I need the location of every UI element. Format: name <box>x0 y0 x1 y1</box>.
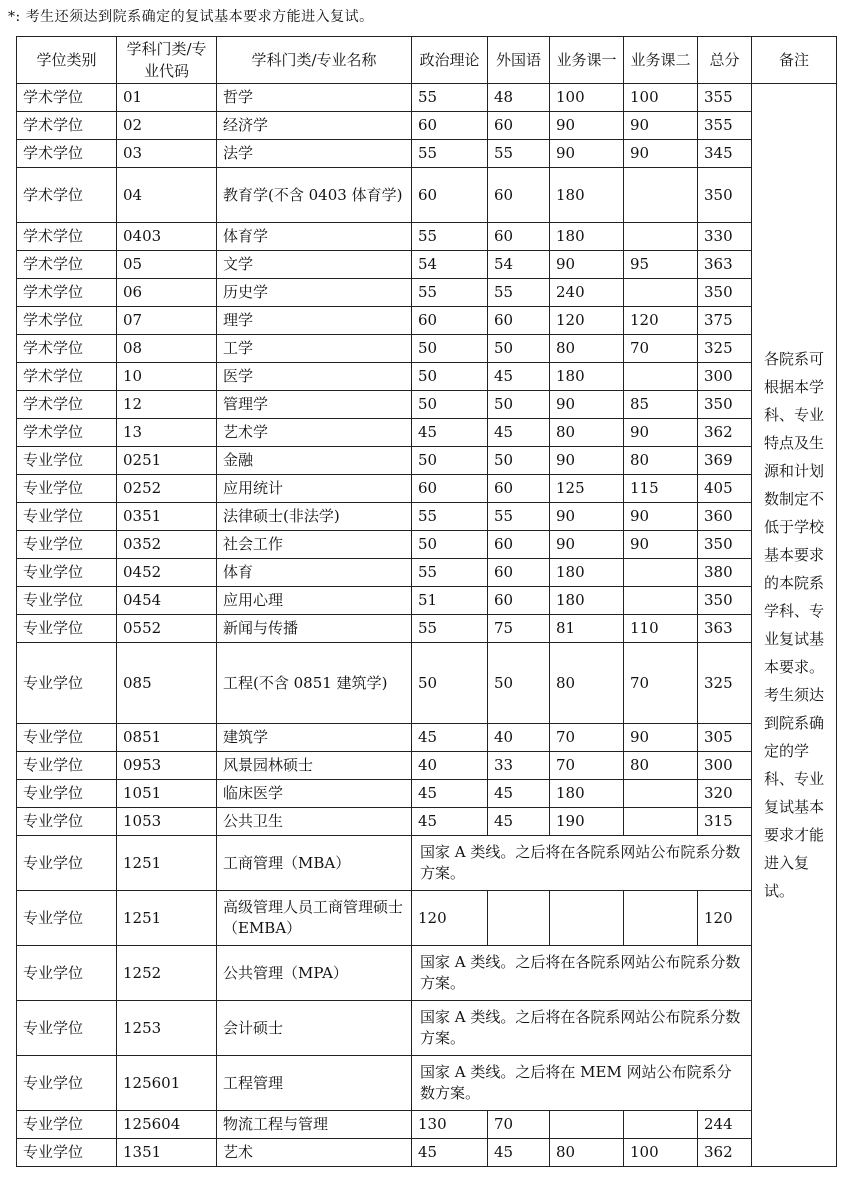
cell-code: 05 <box>117 251 217 279</box>
cell-course2: 70 <box>624 335 698 363</box>
cell-politics: 40 <box>412 752 488 780</box>
header-total: 总分 <box>698 37 752 84</box>
cell-name: 经济学 <box>217 112 412 140</box>
cell-merged-note: 国家 A 类线。之后将在 MEM 网站公布院系分数方案。 <box>412 1056 752 1111</box>
cell-course2: 85 <box>624 391 698 419</box>
cell-foreign <box>488 891 550 946</box>
cell-type: 专业学位 <box>17 780 117 808</box>
table-row <box>17 335 837 363</box>
cell-code: 02 <box>117 112 217 140</box>
cell-course1: 180 <box>550 559 624 587</box>
cell-merged-note: 国家 A 类线。之后将在各院系网站公布院系分数方案。 <box>412 836 752 891</box>
cell-code: 0351 <box>117 503 217 531</box>
cell-total: 350 <box>698 587 752 615</box>
cell-politics: 50 <box>412 363 488 391</box>
cell-name: 体育学 <box>217 223 412 251</box>
cell-total: 315 <box>698 808 752 836</box>
cell-politics: 55 <box>412 84 488 112</box>
cell-code: 03 <box>117 140 217 168</box>
cell-code: 0452 <box>117 559 217 587</box>
header-type: 学位类别 <box>17 37 117 84</box>
cell-course2: 100 <box>624 1139 698 1167</box>
cell-course1: 180 <box>550 363 624 391</box>
cell-name: 工程管理 <box>217 1056 412 1111</box>
cell-type: 专业学位 <box>17 946 117 1001</box>
cell-total: 305 <box>698 724 752 752</box>
table-row <box>17 475 837 503</box>
cell-type: 学术学位 <box>17 140 117 168</box>
header-code: 学科门类/专业代码 <box>117 37 217 84</box>
remark-text: 各院系可根据本学科、专业特点及生源和计划数制定不低于学校基本要求的本院系学科、专业复试基本要求。考生须达到院系确定的学科、专业复试基本要求才能进入复试。 <box>764 350 825 900</box>
cell-type: 学术学位 <box>17 168 117 223</box>
cell-course2: 80 <box>624 447 698 475</box>
cell-type: 专业学位 <box>17 1111 117 1139</box>
cell-name: 物流工程与管理 <box>217 1111 412 1139</box>
cell-foreign: 60 <box>488 531 550 559</box>
cell-course2 <box>624 559 698 587</box>
cell-total: 360 <box>698 503 752 531</box>
cell-type: 专业学位 <box>17 447 117 475</box>
table-row <box>17 587 837 615</box>
cell-course1: 180 <box>550 223 624 251</box>
cell-foreign: 75 <box>488 615 550 643</box>
cell-politics: 54 <box>412 251 488 279</box>
cell-name: 金融 <box>217 447 412 475</box>
cell-name: 艺术 <box>217 1139 412 1167</box>
cell-total: 300 <box>698 752 752 780</box>
cell-total: 320 <box>698 780 752 808</box>
cell-code: 04 <box>117 168 217 223</box>
table-row <box>17 891 837 946</box>
cell-course1: 240 <box>550 279 624 307</box>
cell-politics: 45 <box>412 724 488 752</box>
cell-type: 专业学位 <box>17 643 117 724</box>
cell-course1: 180 <box>550 780 624 808</box>
cell-foreign: 60 <box>488 475 550 503</box>
cell-name: 文学 <box>217 251 412 279</box>
cell-total: 362 <box>698 1139 752 1167</box>
cell-name: 法学 <box>217 140 412 168</box>
table-row <box>17 279 837 307</box>
cell-code: 1253 <box>117 1001 217 1056</box>
cell-type: 专业学位 <box>17 752 117 780</box>
cell-code: 0252 <box>117 475 217 503</box>
cell-code: 1051 <box>117 780 217 808</box>
cell-foreign: 45 <box>488 1139 550 1167</box>
cell-type: 学术学位 <box>17 307 117 335</box>
cell-course1: 70 <box>550 752 624 780</box>
cell-name: 建筑学 <box>217 724 412 752</box>
cell-code: 1251 <box>117 836 217 891</box>
table-row <box>17 140 837 168</box>
cell-course1: 180 <box>550 587 624 615</box>
cell-code: 0352 <box>117 531 217 559</box>
cell-course1: 120 <box>550 307 624 335</box>
table-row <box>17 168 837 223</box>
cell-type: 学术学位 <box>17 223 117 251</box>
cell-foreign: 54 <box>488 251 550 279</box>
cell-code: 0454 <box>117 587 217 615</box>
cell-course1: 81 <box>550 615 624 643</box>
cell-name: 工程(不含 0851 建筑学) <box>217 643 412 724</box>
cell-type: 学术学位 <box>17 251 117 279</box>
cell-foreign: 60 <box>488 223 550 251</box>
cell-merged-note: 国家 A 类线。之后将在各院系网站公布院系分数方案。 <box>412 1001 752 1056</box>
cell-type: 专业学位 <box>17 531 117 559</box>
cell-politics: 60 <box>412 112 488 140</box>
cell-foreign: 45 <box>488 808 550 836</box>
cell-code: 10 <box>117 363 217 391</box>
table-row <box>17 503 837 531</box>
table-row <box>17 447 837 475</box>
cell-foreign: 33 <box>488 752 550 780</box>
cell-code: 01 <box>117 84 217 112</box>
cell-name: 法律硕士(非法学) <box>217 503 412 531</box>
cell-foreign: 45 <box>488 419 550 447</box>
cell-total: 355 <box>698 84 752 112</box>
cell-foreign: 50 <box>488 447 550 475</box>
cell-type: 专业学位 <box>17 1056 117 1111</box>
table-row <box>17 1056 837 1111</box>
cell-course1: 80 <box>550 419 624 447</box>
cell-name: 高级管理人员工商管理硕士（EMBA） <box>217 891 412 946</box>
cell-politics: 45 <box>412 808 488 836</box>
cell-course2 <box>624 363 698 391</box>
cell-code: 1252 <box>117 946 217 1001</box>
cell-course2: 90 <box>624 531 698 559</box>
cell-name: 社会工作 <box>217 531 412 559</box>
cell-foreign: 60 <box>488 168 550 223</box>
table-row <box>17 251 837 279</box>
cell-total: 325 <box>698 335 752 363</box>
table-row <box>17 112 837 140</box>
header-row <box>17 37 837 84</box>
cell-type: 专业学位 <box>17 559 117 587</box>
cell-name: 历史学 <box>217 279 412 307</box>
cell-code: 0953 <box>117 752 217 780</box>
cell-course1: 190 <box>550 808 624 836</box>
cell-course2: 95 <box>624 251 698 279</box>
cell-course2 <box>624 1111 698 1139</box>
cell-name: 风景园林硕士 <box>217 752 412 780</box>
cell-type: 专业学位 <box>17 724 117 752</box>
cell-total: 375 <box>698 307 752 335</box>
cell-total: 120 <box>698 891 752 946</box>
cell-name: 理学 <box>217 307 412 335</box>
cell-type: 学术学位 <box>17 279 117 307</box>
cell-foreign: 70 <box>488 1111 550 1139</box>
table-row <box>17 307 837 335</box>
cell-course1 <box>550 1111 624 1139</box>
cell-name: 管理学 <box>217 391 412 419</box>
table-row <box>17 223 837 251</box>
cell-course1: 80 <box>550 1139 624 1167</box>
cell-total: 244 <box>698 1111 752 1139</box>
cell-foreign: 45 <box>488 780 550 808</box>
cell-course2 <box>624 223 698 251</box>
cell-course1: 100 <box>550 84 624 112</box>
cell-course2: 90 <box>624 724 698 752</box>
cell-total: 330 <box>698 223 752 251</box>
cell-foreign: 60 <box>488 587 550 615</box>
table-body <box>17 84 837 1167</box>
cell-course2: 90 <box>624 419 698 447</box>
cell-course1: 80 <box>550 335 624 363</box>
cell-code: 1351 <box>117 1139 217 1167</box>
cell-foreign: 50 <box>488 643 550 724</box>
cell-total: 363 <box>698 615 752 643</box>
cell-foreign: 60 <box>488 307 550 335</box>
cell-total: 380 <box>698 559 752 587</box>
cell-type: 专业学位 <box>17 1139 117 1167</box>
cell-course2 <box>624 808 698 836</box>
score-table <box>16 36 837 1167</box>
cell-code: 085 <box>117 643 217 724</box>
cell-course1: 90 <box>550 531 624 559</box>
cell-total: 405 <box>698 475 752 503</box>
cell-course1: 90 <box>550 503 624 531</box>
cell-code: 1251 <box>117 891 217 946</box>
cell-name: 临床医学 <box>217 780 412 808</box>
cell-total: 362 <box>698 419 752 447</box>
cell-code: 125601 <box>117 1056 217 1111</box>
cell-type: 专业学位 <box>17 587 117 615</box>
cell-total: 350 <box>698 168 752 223</box>
table-row <box>17 363 837 391</box>
table-row <box>17 946 837 1001</box>
cell-code: 06 <box>117 279 217 307</box>
cell-name: 新闻与传播 <box>217 615 412 643</box>
cell-type: 专业学位 <box>17 475 117 503</box>
table-row <box>17 559 837 587</box>
header-course1: 业务课一 <box>550 37 624 84</box>
cell-type: 学术学位 <box>17 335 117 363</box>
cell-politics: 50 <box>412 447 488 475</box>
cell-code: 13 <box>117 419 217 447</box>
cell-name: 应用统计 <box>217 475 412 503</box>
cell-total: 355 <box>698 112 752 140</box>
cell-type: 专业学位 <box>17 503 117 531</box>
cell-type: 学术学位 <box>17 112 117 140</box>
cell-code: 1053 <box>117 808 217 836</box>
cell-name: 工商管理（MBA） <box>217 836 412 891</box>
table-row <box>17 531 837 559</box>
cell-course1: 90 <box>550 447 624 475</box>
cell-course1: 90 <box>550 251 624 279</box>
cell-politics: 120 <box>412 891 488 946</box>
cell-total: 350 <box>698 531 752 559</box>
cell-total: 369 <box>698 447 752 475</box>
cell-name: 体育 <box>217 559 412 587</box>
cell-type: 专业学位 <box>17 836 117 891</box>
cell-foreign: 45 <box>488 363 550 391</box>
cell-name: 哲学 <box>217 84 412 112</box>
table-row <box>17 615 837 643</box>
table-row <box>17 419 837 447</box>
cell-course1: 90 <box>550 140 624 168</box>
cell-total: 350 <box>698 279 752 307</box>
cell-politics: 50 <box>412 643 488 724</box>
cell-name: 教育学(不含 0403 体育学) <box>217 168 412 223</box>
cell-course1 <box>550 891 624 946</box>
cell-course2: 115 <box>624 475 698 503</box>
table-row <box>17 84 837 112</box>
cell-politics: 50 <box>412 391 488 419</box>
table-row <box>17 1111 837 1139</box>
table-row <box>17 1001 837 1056</box>
cell-total: 363 <box>698 251 752 279</box>
cell-merged-note: 国家 A 类线。之后将在各院系网站公布院系分数方案。 <box>412 946 752 1001</box>
cell-course2: 90 <box>624 112 698 140</box>
cell-course1: 180 <box>550 168 624 223</box>
cell-total: 350 <box>698 391 752 419</box>
cell-course1: 125 <box>550 475 624 503</box>
cell-course1: 80 <box>550 643 624 724</box>
cell-type: 学术学位 <box>17 391 117 419</box>
cell-course2: 80 <box>624 752 698 780</box>
table-row <box>17 643 837 724</box>
cell-course2 <box>624 587 698 615</box>
cell-foreign: 60 <box>488 559 550 587</box>
cell-code: 0851 <box>117 724 217 752</box>
cell-type: 专业学位 <box>17 891 117 946</box>
cell-politics: 60 <box>412 168 488 223</box>
cell-type: 专业学位 <box>17 808 117 836</box>
cell-course2 <box>624 279 698 307</box>
cell-name: 工学 <box>217 335 412 363</box>
cell-total: 345 <box>698 140 752 168</box>
cell-politics: 51 <box>412 587 488 615</box>
cell-foreign: 60 <box>488 112 550 140</box>
footnote: *: 考生还须达到院系确定的复试基本要求方能进入复试。 <box>8 9 374 25</box>
cell-politics: 60 <box>412 475 488 503</box>
cell-type: 学术学位 <box>17 363 117 391</box>
cell-code: 08 <box>117 335 217 363</box>
cell-course1: 90 <box>550 112 624 140</box>
cell-politics: 55 <box>412 223 488 251</box>
cell-politics: 55 <box>412 140 488 168</box>
table-row <box>17 1139 837 1167</box>
table-row <box>17 752 837 780</box>
cell-foreign: 50 <box>488 335 550 363</box>
cell-code: 125604 <box>117 1111 217 1139</box>
cell-politics: 130 <box>412 1111 488 1139</box>
cell-course2: 90 <box>624 140 698 168</box>
cell-politics: 45 <box>412 1139 488 1167</box>
table-row <box>17 780 837 808</box>
cell-name: 公共管理（MPA） <box>217 946 412 1001</box>
header-foreign: 外国语 <box>488 37 550 84</box>
cell-politics: 55 <box>412 559 488 587</box>
header-politics: 政治理论 <box>412 37 488 84</box>
cell-name: 会计硕士 <box>217 1001 412 1056</box>
cell-course2 <box>624 780 698 808</box>
cell-code: 0251 <box>117 447 217 475</box>
cell-type: 专业学位 <box>17 1001 117 1056</box>
cell-course2 <box>624 168 698 223</box>
header-name: 学科门类/专业名称 <box>217 37 412 84</box>
cell-politics: 55 <box>412 615 488 643</box>
cell-code: 07 <box>117 307 217 335</box>
cell-foreign: 55 <box>488 279 550 307</box>
cell-foreign: 40 <box>488 724 550 752</box>
header-remark: 备注 <box>752 37 837 84</box>
cell-foreign: 48 <box>488 84 550 112</box>
remark-cell <box>752 84 837 1167</box>
cell-course2: 90 <box>624 503 698 531</box>
cell-politics: 50 <box>412 531 488 559</box>
cell-course2: 110 <box>624 615 698 643</box>
table-row <box>17 836 837 891</box>
cell-course1: 70 <box>550 724 624 752</box>
cell-code: 12 <box>117 391 217 419</box>
table-row <box>17 808 837 836</box>
cell-name: 医学 <box>217 363 412 391</box>
cell-name: 艺术学 <box>217 419 412 447</box>
cell-course2: 70 <box>624 643 698 724</box>
cell-type: 专业学位 <box>17 615 117 643</box>
cell-politics: 55 <box>412 279 488 307</box>
cell-politics: 50 <box>412 335 488 363</box>
cell-politics: 55 <box>412 503 488 531</box>
cell-politics: 45 <box>412 780 488 808</box>
cell-politics: 60 <box>412 307 488 335</box>
cell-politics: 45 <box>412 419 488 447</box>
cell-type: 学术学位 <box>17 419 117 447</box>
cell-course2: 100 <box>624 84 698 112</box>
table-row <box>17 391 837 419</box>
cell-course2: 120 <box>624 307 698 335</box>
cell-name: 应用心理 <box>217 587 412 615</box>
cell-total: 325 <box>698 643 752 724</box>
cell-name: 公共卫生 <box>217 808 412 836</box>
cell-code: 0552 <box>117 615 217 643</box>
cell-foreign: 55 <box>488 140 550 168</box>
table-row <box>17 724 837 752</box>
header-course2: 业务课二 <box>624 37 698 84</box>
cell-type: 学术学位 <box>17 84 117 112</box>
cell-course1: 90 <box>550 391 624 419</box>
cell-course2 <box>624 891 698 946</box>
cell-total: 300 <box>698 363 752 391</box>
cell-foreign: 55 <box>488 503 550 531</box>
cell-code: 0403 <box>117 223 217 251</box>
cell-foreign: 50 <box>488 391 550 419</box>
